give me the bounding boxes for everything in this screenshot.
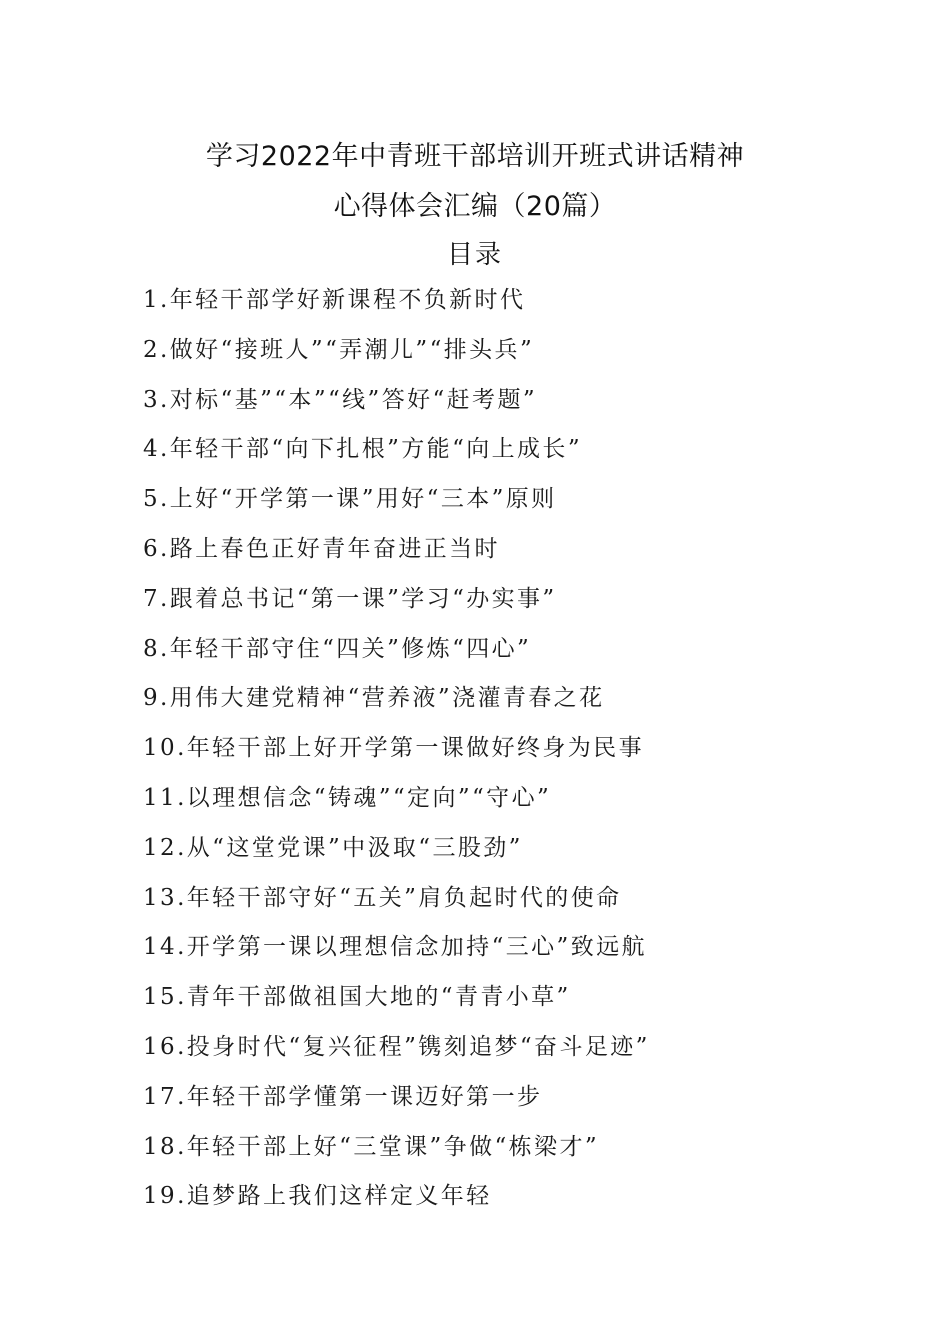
toc-heading: 目录 <box>446 240 503 270</box>
toc-item <box>143 1030 883 1080</box>
toc-item-number: 15. <box>143 984 187 1011</box>
toc-item-number: 3. <box>143 386 170 413</box>
toc-item-number: 11. <box>143 784 187 811</box>
table-of-contents <box>143 283 883 1229</box>
toc-item-number: 2. <box>143 336 170 363</box>
toc-item-number: 10. <box>143 735 187 762</box>
toc-item-number: 12. <box>143 834 187 861</box>
toc-item <box>143 731 883 781</box>
toc-item-title: 从“这堂党课”中汲取“三股劲” <box>186 834 523 861</box>
toc-item-number: 8. <box>143 635 170 662</box>
toc-item <box>143 333 883 383</box>
toc-item-title: 路上春色正好青年奋进正当时 <box>169 535 500 562</box>
toc-item-title: 投身时代“复兴征程”镌刻追梦“奋斗足迹” <box>186 1033 650 1060</box>
toc-item <box>143 1130 883 1180</box>
toc-item-title: 对标“基”“本”“线”答好“赶考题” <box>169 386 538 413</box>
document-title-line-1: 学习2022年中青班干部培训开班式讲话精神 <box>205 141 745 172</box>
toc-item-number: 19. <box>143 1183 187 1210</box>
toc-item <box>143 283 883 333</box>
toc-item <box>143 980 883 1030</box>
toc-item-title: 年轻干部守住“四关”修炼“四心” <box>169 635 532 662</box>
toc-item-number: 16. <box>143 1033 187 1060</box>
toc-item <box>143 1179 883 1229</box>
toc-item-number: 1. <box>143 287 170 313</box>
toc-item <box>143 383 883 433</box>
toc-item-title: 上好“开学第一课”用好“三本”原则 <box>169 486 557 513</box>
document-title-line-2: 心得体会汇编（20篇） <box>333 191 617 222</box>
toc-item-title: 青年干部做祖国大地的“青青小草” <box>186 984 571 1011</box>
toc-item-title: 追梦路上我们这样定义年轻 <box>186 1183 492 1210</box>
toc-item-title: 用伟大建党精神“营养液”浇灌青春之花 <box>169 685 605 712</box>
toc-item <box>143 532 883 582</box>
toc-item <box>143 432 883 482</box>
toc-item-title: 年轻干部上好“三堂课”争做“栋梁才” <box>186 1133 600 1160</box>
toc-item <box>143 582 883 632</box>
toc-item <box>143 1080 883 1130</box>
toc-item-title: 跟着总书记“第一课”学习“办实事” <box>169 585 557 612</box>
toc-item-number: 5. <box>143 486 170 513</box>
toc-item-number: 4. <box>143 436 170 463</box>
toc-item-number: 6. <box>143 535 170 562</box>
toc-item <box>143 781 883 831</box>
toc-item-number: 17. <box>143 1083 187 1110</box>
toc-item-title: 开学第一课以理想信念加持“三心”致远航 <box>186 934 647 961</box>
toc-item-number: 9. <box>143 685 170 712</box>
toc-item-number: 13. <box>143 884 187 911</box>
toc-item-title: 年轻干部学好新课程不负新时代 <box>169 287 526 313</box>
toc-item <box>143 632 883 682</box>
toc-item-title: 做好“接班人”“弄潮儿”“排头兵” <box>169 336 535 363</box>
toc-item <box>143 930 883 980</box>
toc-item-title: 以理想信念“铸魂”“定向”“守心” <box>186 784 552 811</box>
toc-item-number: 14. <box>143 934 187 961</box>
toc-item-title: 年轻干部“向下扎根”方能“向上成长” <box>169 436 582 463</box>
toc-item <box>143 881 883 931</box>
toc-item-title: 年轻干部学懂第一课迈好第一步 <box>186 1083 543 1110</box>
toc-item-title: 年轻干部守好“五关”肩负起时代的使命 <box>186 884 622 911</box>
toc-item <box>143 482 883 532</box>
toc-item-number: 18. <box>143 1133 187 1160</box>
toc-item <box>143 681 883 731</box>
toc-item <box>143 831 883 881</box>
toc-item-number: 7. <box>143 585 170 612</box>
toc-item-title: 年轻干部上好开学第一课做好终身为民事 <box>186 735 644 762</box>
